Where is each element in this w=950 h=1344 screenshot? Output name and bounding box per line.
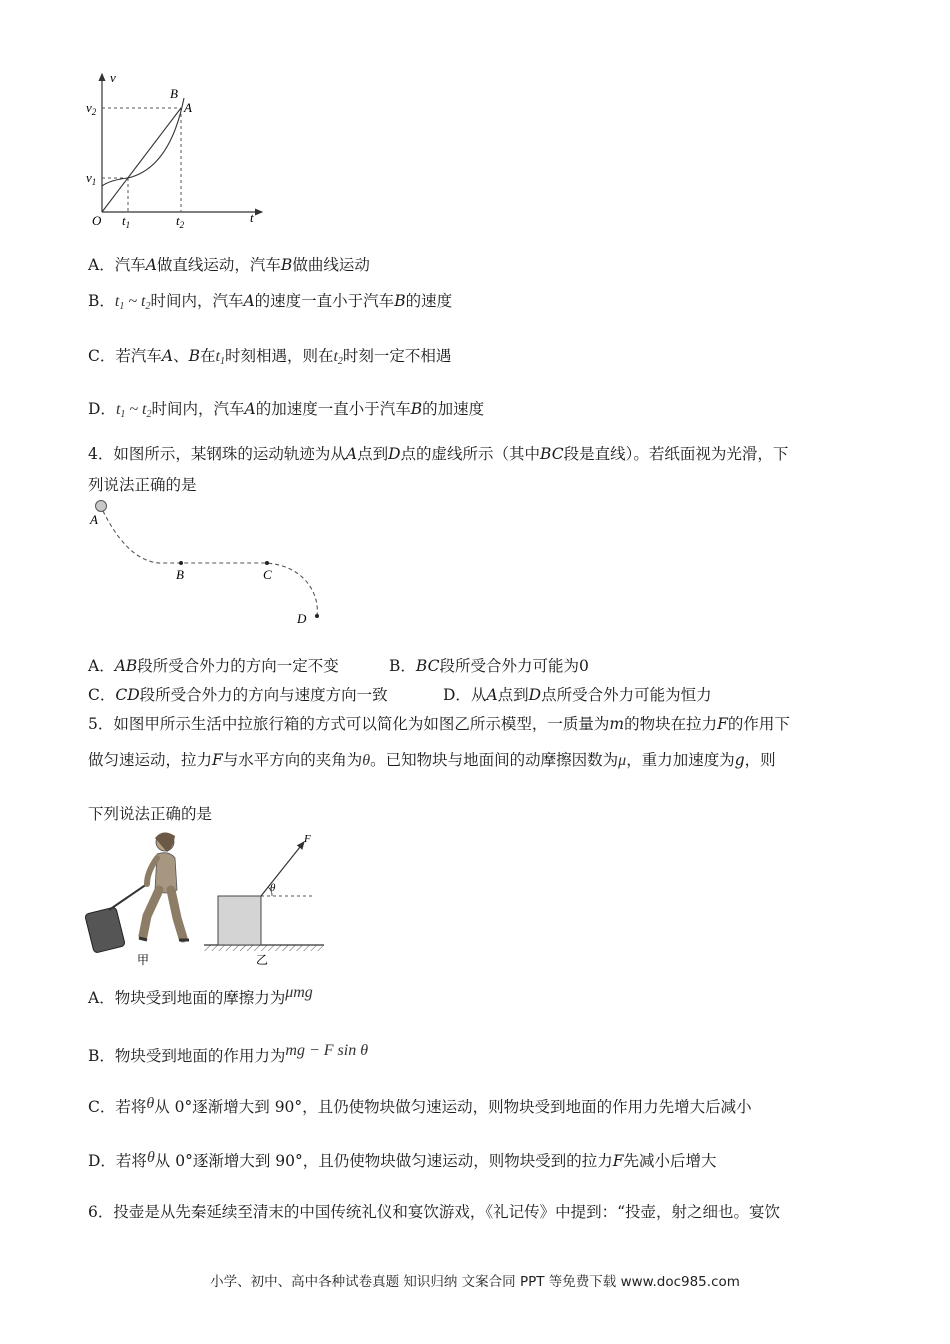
label-O: O bbox=[92, 213, 102, 228]
svg-text:t2: $t_2$ bbox=[176, 213, 185, 230]
q3-option-a: A．汽车A做直线运动，汽车B做曲线运动 bbox=[88, 256, 370, 274]
svg-text:C: C bbox=[263, 567, 272, 582]
q5-option-d: D．若将θ从 0°逐渐增大到 90°，且仍使物块做匀速运动，则物块受到的拉力F先减小后增大 bbox=[88, 1149, 717, 1170]
q4-option-c: C．CD段所受合外力的方向与速度方向一致 bbox=[88, 686, 388, 704]
block bbox=[218, 896, 261, 945]
label-theta: θ bbox=[270, 882, 276, 894]
q6-stem-line1: 6．投壶是从先秦延续至清末的中国传统礼仪和宴饮游戏，《礼记传》中提到：“投壶，射之细也。宴饮 bbox=[88, 1203, 781, 1221]
label-B: B bbox=[170, 86, 178, 101]
svg-text:v2: $v_2$ bbox=[86, 100, 97, 117]
q3-option-c: C．若汽车A、B在$t_1$时刻相遇，则在$t_2$时刻一定不相遇 bbox=[88, 347, 452, 367]
q4-option-a: A．AB段所受合外力的方向一定不变 bbox=[88, 657, 339, 675]
svg-text:v1: $v_1$ bbox=[86, 170, 97, 187]
q3-option-d: D．$t_1$ ~ $t_2$时间内，汽车A的加速度一直小于汽车B的加速度 bbox=[88, 400, 485, 420]
curve-B bbox=[102, 98, 184, 186]
label-jia: 甲 bbox=[137, 953, 150, 967]
label-t: t bbox=[250, 210, 254, 225]
vt-graph bbox=[80, 68, 280, 233]
q3-option-b: B．$t_1$ ~ $t_2$时间内，汽车A的速度一直小于汽车B的速度 bbox=[88, 292, 453, 312]
figure-yi bbox=[200, 828, 340, 968]
trajectory-path bbox=[103, 511, 317, 616]
q5-option-c: C．若将θ从 0°逐渐增大到 90°，且仍使物块做匀速运动，则物块受到地面的作用力先增大后减小 bbox=[88, 1095, 752, 1116]
q4-stem-line2: 列说法正确的是 bbox=[88, 476, 197, 494]
q5-stem-line2: 做匀速运动，拉力F与水平方向的夹角为θ。已知物块与地面间的动摩擦因数为μ，重力加速度为g，则 bbox=[88, 751, 776, 769]
force-F bbox=[261, 842, 304, 896]
figure-jia bbox=[85, 828, 200, 968]
steel-ball bbox=[96, 501, 107, 512]
q5-stem-line3: 下列说法正确的是 bbox=[88, 805, 213, 823]
q4-stem-line1: 4．如图所示，某钢珠的运动轨迹为从A点到D点的虚线所示（其中BC段是直线）。若纸面视为光滑，下 bbox=[88, 445, 789, 463]
q5-option-b: B．物块受到地面的作用力为mg − F sin θ bbox=[88, 1042, 369, 1065]
q5-stem-line1: 5．如图甲所示生活中拉旅行箱的方式可以简化为如图乙所示模型，一质量为m的物块在拉力F的作用下 bbox=[88, 715, 790, 733]
label-F: F bbox=[304, 833, 311, 845]
label-v: v bbox=[110, 70, 116, 85]
trajectory-figure bbox=[85, 495, 335, 630]
q4-option-b: B．BC段所受合外力可能为0 bbox=[389, 657, 589, 675]
page-footer: 小学、初中、高中各种试卷真题 知识归纳 文案合同 PPT 等免费下载 www.doc985.com bbox=[210, 1274, 740, 1290]
svg-text:D: D bbox=[297, 611, 307, 626]
q4-option-d: D．从A点到D点所受合外力可能为恒力 bbox=[443, 686, 712, 704]
line-A bbox=[102, 108, 181, 212]
svg-text:B: B bbox=[176, 567, 184, 582]
label-A: A bbox=[184, 100, 192, 115]
q5-option-a: A．物块受到地面的摩擦力为μmg bbox=[88, 984, 313, 1007]
svg-text:t1: $t_1$ bbox=[122, 213, 131, 230]
svg-text:A: A bbox=[90, 512, 98, 527]
label-yi: 乙 bbox=[256, 953, 269, 967]
